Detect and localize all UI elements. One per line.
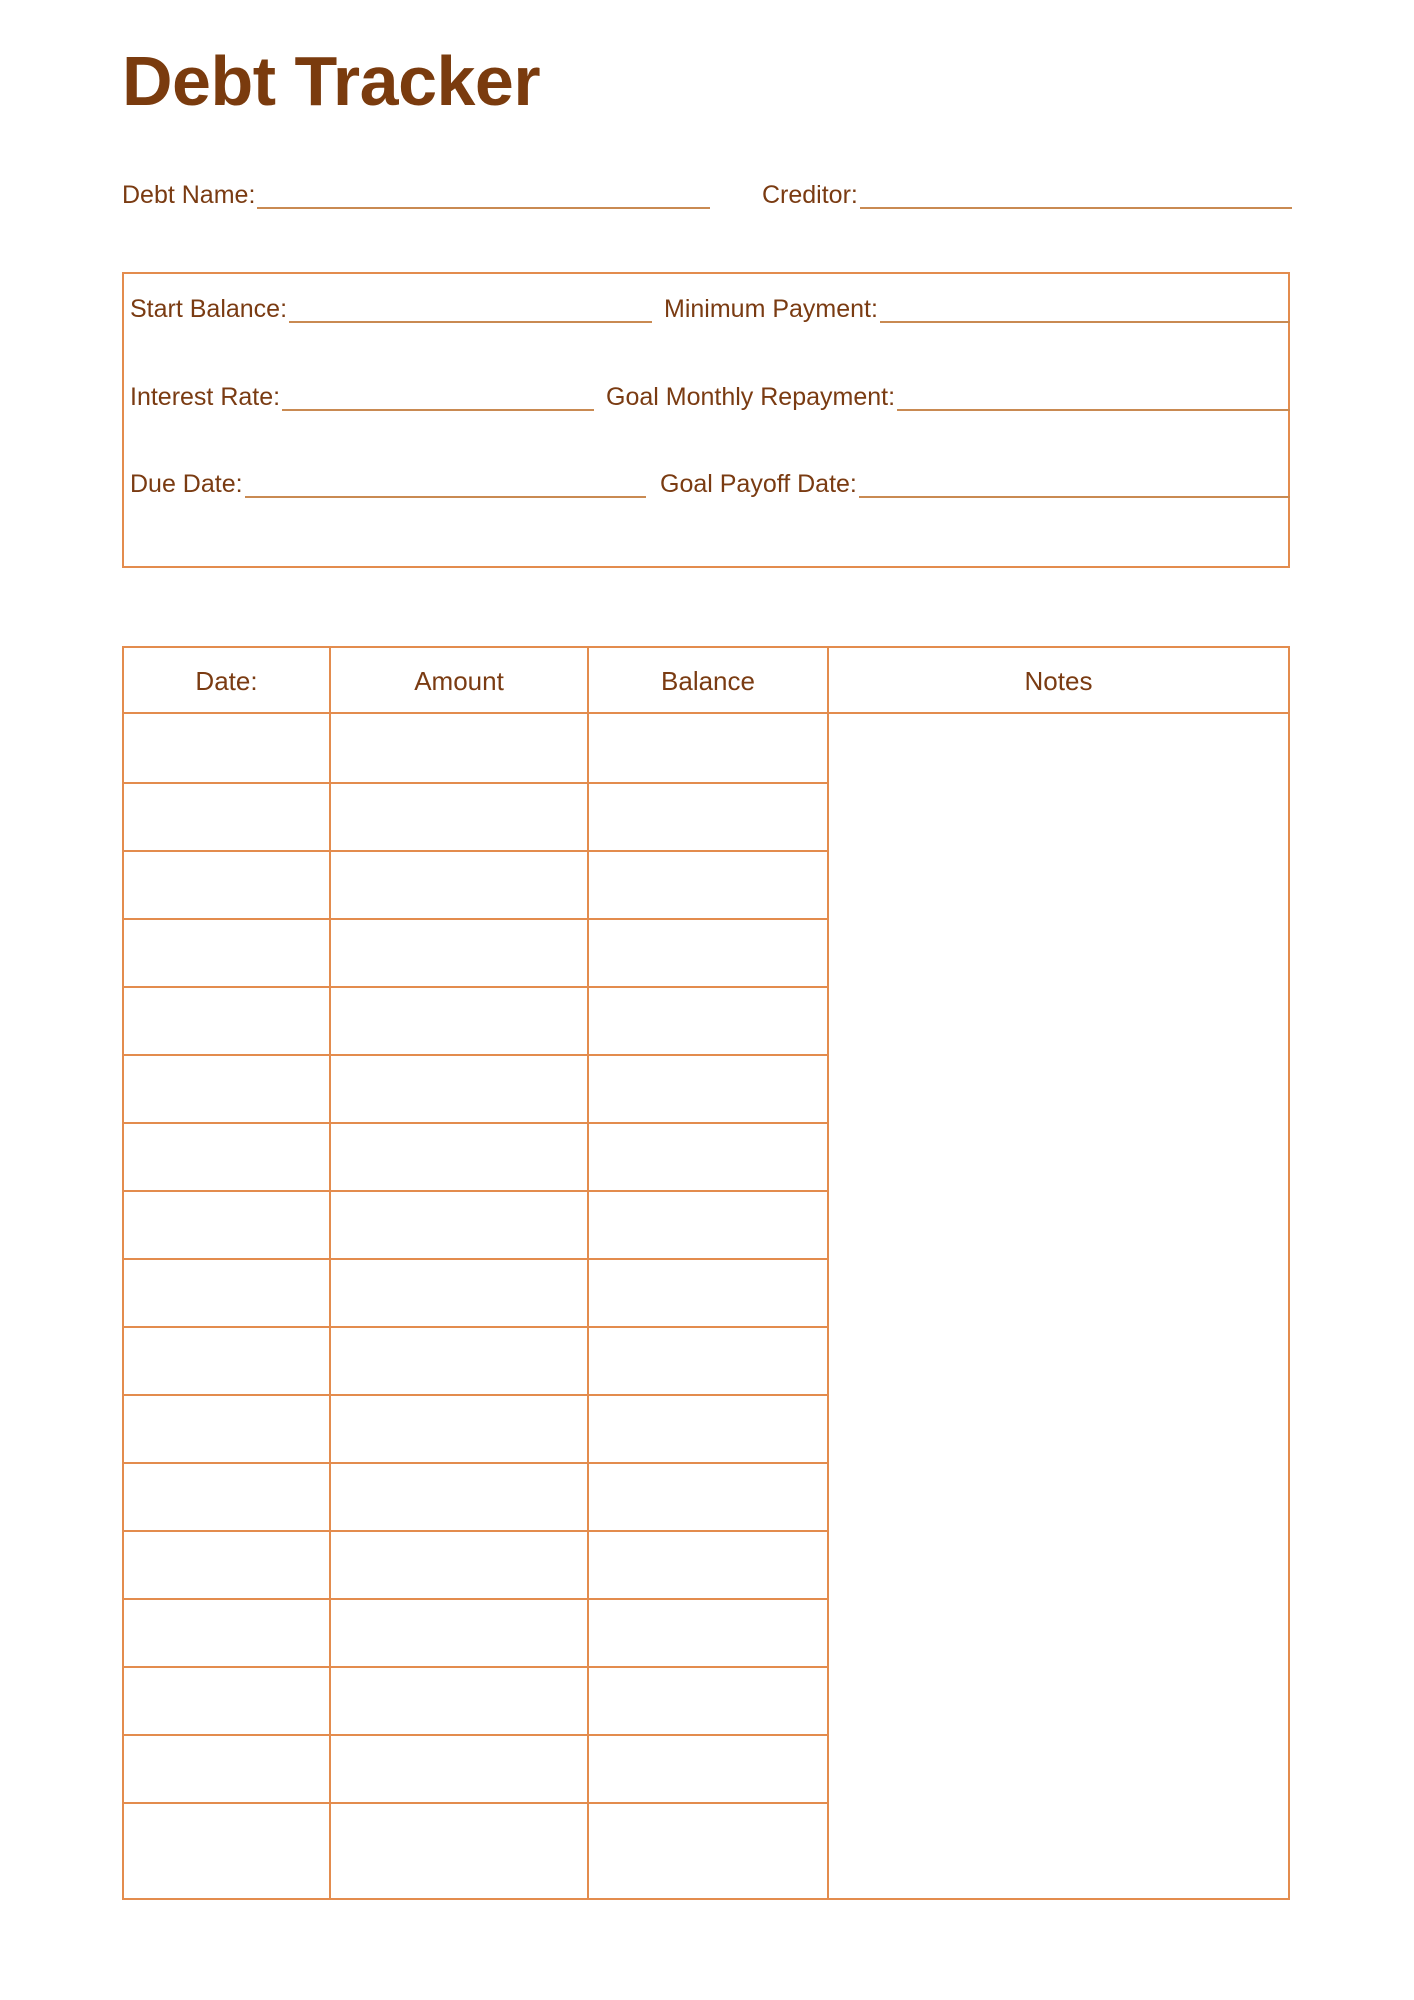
table-row[interactable] (124, 1326, 827, 1394)
column-header-notes: Notes (1024, 666, 1093, 696)
field-goal-payoff-date[interactable] (660, 472, 1290, 499)
table-row[interactable] (124, 1190, 827, 1258)
table-row[interactable] (124, 782, 827, 850)
table-row[interactable] (124, 1394, 827, 1462)
column-header-balance: Balance (661, 666, 755, 696)
table-row[interactable] (124, 986, 827, 1054)
page-title: Debt Tracker (122, 42, 541, 120)
column-header-amount: Amount (414, 666, 504, 696)
field-start-balance-label: Start Balance: (130, 295, 288, 323)
field-debt-name-input[interactable] (257, 207, 710, 209)
field-creditor[interactable] (762, 183, 1292, 210)
field-goal-monthly-repayment-label: Goal Monthly Repayment: (606, 383, 896, 411)
table-row[interactable] (124, 1462, 827, 1530)
field-interest-rate[interactable] (130, 385, 594, 412)
column-header-date: Date: (195, 666, 258, 696)
field-interest-rate-input[interactable] (282, 409, 594, 411)
table-row[interactable] (124, 714, 827, 782)
table-row[interactable] (124, 1734, 827, 1802)
payments-table (122, 646, 1290, 1900)
field-due-date-input[interactable] (245, 496, 646, 498)
field-due-date[interactable] (130, 472, 646, 499)
field-due-date-label: Due Date: (130, 470, 243, 498)
field-debt-name[interactable] (122, 183, 710, 210)
table-row[interactable] (124, 1122, 827, 1190)
table-row[interactable] (124, 1802, 827, 1870)
field-creditor-label: Creditor: (762, 181, 858, 209)
field-minimum-payment-input[interactable] (880, 321, 1290, 323)
field-creditor-input[interactable] (860, 207, 1292, 209)
field-debt-name-label: Debt Name: (122, 181, 256, 209)
field-goal-payoff-date-label: Goal Payoff Date: (660, 470, 857, 498)
table-row[interactable] (124, 850, 827, 918)
column-divider-3 (827, 648, 829, 1898)
table-row[interactable] (124, 1258, 827, 1326)
field-start-balance[interactable] (130, 297, 652, 324)
field-goal-monthly-repayment[interactable] (606, 385, 1290, 412)
field-goal-payoff-date-input[interactable] (859, 496, 1290, 498)
field-goal-monthly-repayment-input[interactable] (897, 409, 1290, 411)
table-row[interactable] (124, 1530, 827, 1598)
table-row[interactable] (124, 1598, 827, 1666)
table-row[interactable] (124, 1054, 827, 1122)
field-interest-rate-label: Interest Rate: (130, 383, 281, 411)
field-minimum-payment[interactable] (664, 297, 1290, 324)
table-header-row (124, 648, 1288, 714)
table-row[interactable] (124, 918, 827, 986)
field-start-balance-input[interactable] (289, 321, 652, 323)
table-row[interactable] (124, 1666, 827, 1734)
field-minimum-payment-label: Minimum Payment: (664, 295, 878, 323)
